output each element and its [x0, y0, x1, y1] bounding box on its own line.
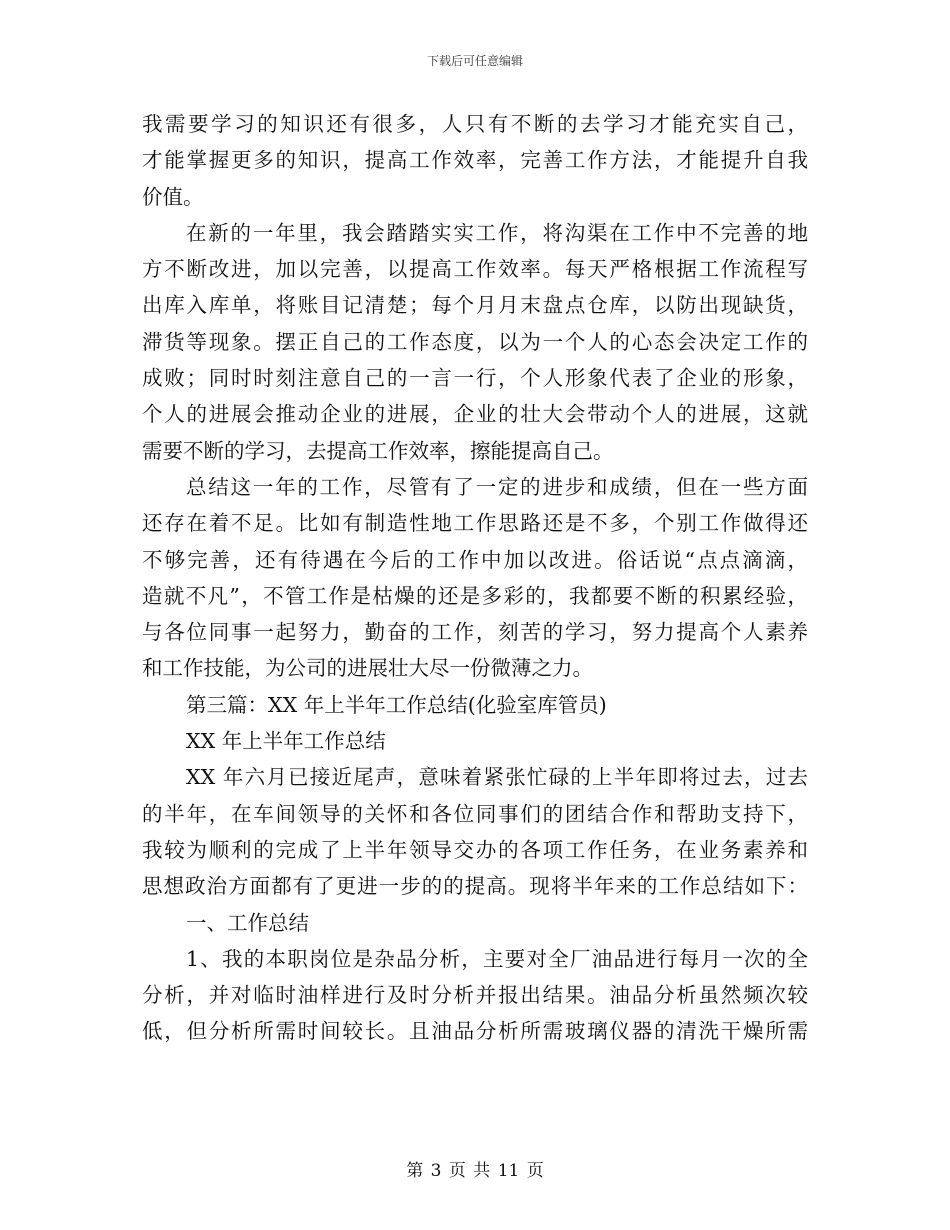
- text-line: 出库入库单，将账目记清楚；每个月月末盘点仓库，以防出现缺货，: [142, 293, 808, 318]
- text-line: 分析，并对临时油样进行及时分析并报出结果。油品分析虽然频次较: [142, 983, 808, 1008]
- text-line: 的半年，在车间领导的关怀和各位同事们的团结合作和帮助支持下，: [142, 801, 808, 826]
- text-line: XX 年六月已接近尾声，意味着紧张忙碌的上半年即将过去，过去: [186, 765, 808, 790]
- page-header: 下载后可任意编辑: [426, 54, 523, 68]
- text-line: 个人的进展会推动企业的进展，企业的壮大会带动个人的进展，这就: [142, 402, 808, 427]
- text-line: 成败；同时时刻注意自己的一言一行，个人形象代表了企业的形象，: [142, 366, 808, 391]
- text-line: 与各位同事一起努力，勤奋的工作，刻苦的学习，努力提高个人素养: [142, 620, 808, 645]
- text-line: 造就不凡”，不管工作是枯燥的还是多彩的，我都要不断的积累经验，: [142, 583, 808, 608]
- text-line: 不够完善，还有待遇在今后的工作中加以改进。俗话说“点点滴滴，: [142, 547, 808, 572]
- text-line: 总结这一年的工作，尽管有了一定的进步和成绩，但在一些方面: [186, 474, 808, 499]
- text-line: 价值。: [142, 184, 204, 209]
- text-line: 还存在着不足。比如有制造性地工作思路还是不多，个别工作做得还: [142, 511, 808, 536]
- text-line: 1、我的本职岗位是杂品分析，主要对全厂油品进行每月一次的全: [186, 946, 808, 971]
- section-title: 第三篇：XX 年上半年工作总结(化验室库管员): [186, 692, 607, 717]
- text-line: 才能掌握更多的知识，提高工作效率，完善工作方法，才能提升自我: [142, 148, 808, 173]
- text-line: 低，但分析所需时间较长。且油品分析所需玻璃仪器的清洗干燥所需: [142, 1019, 808, 1044]
- text-line: 我较为顺利的完成了上半年领导交办的各项工作任务，在业务素养和: [142, 837, 808, 862]
- text-line: 在新的一年里，我会踏踏实实工作，将沟渠在工作中不完善的地: [186, 220, 808, 245]
- section-heading: 一、工作总结: [186, 910, 309, 935]
- document-body: [142, 106, 808, 1050]
- text-line: 我需要学习的知识还有很多，人只有不断的去学习才能充实自己，: [142, 112, 808, 136]
- text-line: 需要不断的学习，去提高工作效率，擦能提高自己。: [142, 438, 614, 463]
- page-number: 第 3 页 共 11 页: [406, 1161, 544, 1181]
- text-line: 思想政治方面都有了更进一步的的提高。现将半年来的工作总结如下：: [142, 874, 808, 899]
- text-line: 滞货等现象。摆正自己的工作态度，以为一个人的心态会决定工作的: [142, 329, 808, 354]
- section-subtitle: XX 年上半年工作总结: [186, 729, 386, 754]
- text-line: 和工作技能，为公司的进展壮大尽一份微薄之力。: [142, 656, 593, 681]
- text-line: 方不断改进，加以完善，以提高工作效率。每天严格根据工作流程写: [142, 257, 808, 282]
